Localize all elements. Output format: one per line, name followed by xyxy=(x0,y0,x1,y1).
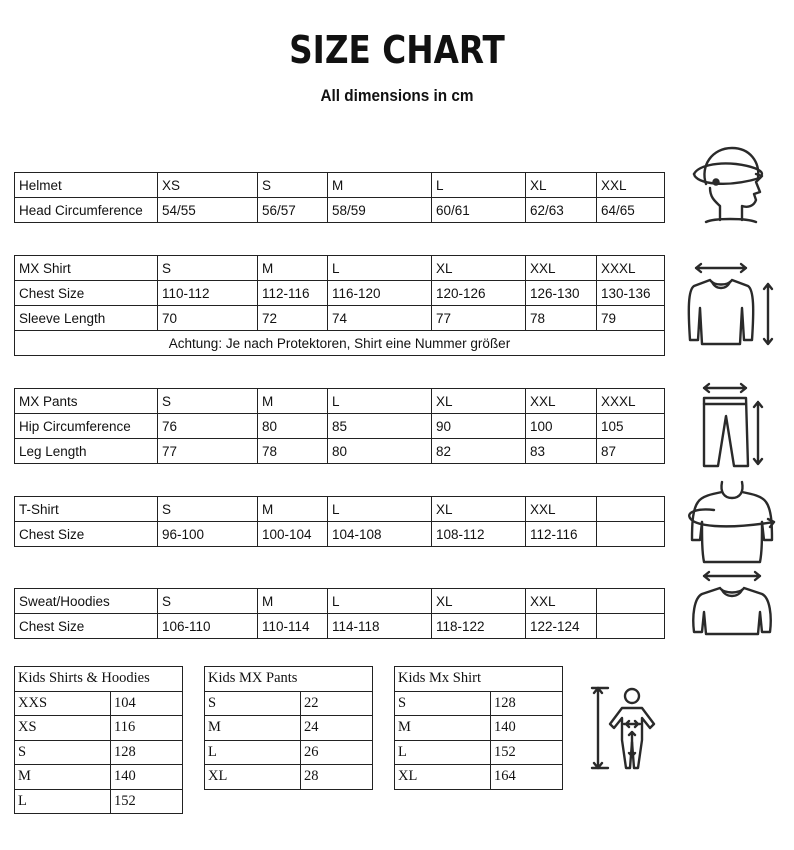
table-row xyxy=(395,667,563,692)
shirt-measure-icon xyxy=(682,260,782,352)
kids-mx-shirt-table xyxy=(394,666,563,790)
page-title: SIZE CHART xyxy=(289,28,505,72)
table-cell: S xyxy=(258,173,328,198)
table-cell: 114-118 xyxy=(328,614,432,639)
kids-shirts-hoodies-body xyxy=(15,691,183,814)
mx-shirt-size-table xyxy=(14,255,665,356)
table-cell: 108-112 xyxy=(432,522,526,547)
row-label-cell: L xyxy=(15,789,111,814)
table-cell: 54/55 xyxy=(158,198,258,223)
row-label-cell: XL xyxy=(205,765,301,790)
kids-mx-pants-table xyxy=(204,666,373,790)
helmet-size-table xyxy=(14,172,665,223)
table-row xyxy=(205,716,373,741)
table-cell: 110-112 xyxy=(158,281,258,306)
table-cell: S xyxy=(158,389,258,414)
table-cell: XL xyxy=(432,497,526,522)
kid-measure-icon xyxy=(588,684,668,774)
table-cell: XL xyxy=(526,173,597,198)
table-cell: XXXL xyxy=(597,389,665,414)
table-cell: 110-114 xyxy=(258,614,328,639)
helmet-head-icon xyxy=(686,136,770,228)
table-row xyxy=(395,740,563,765)
table-cell: L xyxy=(328,256,432,281)
table-row xyxy=(15,173,665,198)
table-cell: S xyxy=(158,256,258,281)
table-cell: XL xyxy=(432,389,526,414)
table-cell: 126-130 xyxy=(526,281,597,306)
table-cell: 105 xyxy=(597,414,665,439)
table-row xyxy=(15,789,183,814)
table-row xyxy=(15,691,183,716)
table-cell: 104-108 xyxy=(328,522,432,547)
table-cell: 80 xyxy=(258,414,328,439)
sweater-measure-icon xyxy=(688,568,778,638)
table-row xyxy=(205,740,373,765)
table-cell: 116-120 xyxy=(328,281,432,306)
table-cell: 152 xyxy=(491,740,563,765)
table-row xyxy=(15,765,183,790)
table-cell: 77 xyxy=(432,306,526,331)
table-row xyxy=(15,331,665,356)
table-cell: S xyxy=(158,497,258,522)
table-row xyxy=(15,198,665,223)
table-cell: 96-100 xyxy=(158,522,258,547)
pants-measure-icon xyxy=(692,380,772,472)
table-cell: 100 xyxy=(526,414,597,439)
row-label-cell: MX Shirt xyxy=(15,256,158,281)
table-row xyxy=(15,389,665,414)
table-row xyxy=(15,589,665,614)
table-cell xyxy=(597,589,665,614)
kids-mx-pants-body xyxy=(205,691,373,789)
table-cell: L xyxy=(432,173,526,198)
table-row xyxy=(15,281,665,306)
table-cell: 76 xyxy=(158,414,258,439)
table-cell: 60/61 xyxy=(432,198,526,223)
table-row xyxy=(15,716,183,741)
row-label-cell: M xyxy=(395,716,491,741)
table-cell: 87 xyxy=(597,439,665,464)
table-cell: 85 xyxy=(328,414,432,439)
mx-shirt-note: Achtung: Je nach Protektoren, Shirt eine Nummer größer xyxy=(15,331,665,356)
table-cell: 128 xyxy=(111,740,183,765)
table-cell: 79 xyxy=(597,306,665,331)
table-cell: L xyxy=(328,389,432,414)
table-row xyxy=(15,614,665,639)
row-label-cell: L xyxy=(395,740,491,765)
t-shirt-table-body xyxy=(15,497,665,547)
table-cell: 118-122 xyxy=(432,614,526,639)
table-cell: L xyxy=(328,589,432,614)
table-row xyxy=(205,765,373,790)
table-cell: 100-104 xyxy=(258,522,328,547)
table-cell: XXL xyxy=(526,389,597,414)
table-cell: XXL xyxy=(597,173,665,198)
table-cell: 112-116 xyxy=(526,522,597,547)
row-label-cell: Sleeve Length xyxy=(15,306,158,331)
table-cell: 80 xyxy=(328,439,432,464)
table-cell: 140 xyxy=(491,716,563,741)
table-cell: 77 xyxy=(158,439,258,464)
row-label-cell: Helmet xyxy=(15,173,158,198)
table-cell: M xyxy=(258,497,328,522)
table-cell xyxy=(597,522,665,547)
table-cell: XXL xyxy=(526,497,597,522)
row-label-cell: S xyxy=(205,691,301,716)
table-cell: 120-126 xyxy=(432,281,526,306)
table-cell: XXL xyxy=(526,589,597,614)
table-row xyxy=(395,765,563,790)
table-row xyxy=(15,522,665,547)
table-cell: 24 xyxy=(301,716,373,741)
row-label-cell: XS xyxy=(15,716,111,741)
helmet-table-body xyxy=(15,173,665,223)
table-cell: 106-110 xyxy=(158,614,258,639)
table-cell: M xyxy=(258,589,328,614)
table-cell: 70 xyxy=(158,306,258,331)
table-cell: S xyxy=(158,589,258,614)
row-label-cell: Chest Size xyxy=(15,614,158,639)
table-cell: M xyxy=(258,256,328,281)
mx-pants-table-body xyxy=(15,389,665,464)
table-cell: 72 xyxy=(258,306,328,331)
table-cell: 78 xyxy=(526,306,597,331)
row-label-cell: Chest Size xyxy=(15,522,158,547)
table-cell: 58/59 xyxy=(328,198,432,223)
row-label-cell: M xyxy=(15,765,111,790)
table-cell: XXL xyxy=(526,256,597,281)
row-label-cell: MX Pants xyxy=(15,389,158,414)
table-cell: 83 xyxy=(526,439,597,464)
kids-mx-pants-header: Kids MX Pants xyxy=(205,667,373,692)
table-cell: XXXL xyxy=(597,256,665,281)
table-row xyxy=(205,667,373,692)
table-row xyxy=(15,497,665,522)
row-label-cell: L xyxy=(205,740,301,765)
table-cell: XL xyxy=(432,256,526,281)
kids-mx-shirt-body xyxy=(395,691,563,789)
table-cell: 74 xyxy=(328,306,432,331)
row-label-cell: M xyxy=(205,716,301,741)
table-cell xyxy=(597,614,665,639)
table-cell: M xyxy=(258,389,328,414)
kids-shirts-hoodies-table xyxy=(14,666,183,814)
table-cell: 22 xyxy=(301,691,373,716)
table-row xyxy=(15,439,665,464)
table-row xyxy=(395,716,563,741)
table-cell: 26 xyxy=(301,740,373,765)
table-cell: 152 xyxy=(111,789,183,814)
table-cell: 62/63 xyxy=(526,198,597,223)
table-cell: L xyxy=(328,497,432,522)
row-label-cell: Head Circumference xyxy=(15,198,158,223)
sweat-hoodies-size-table xyxy=(14,588,665,639)
row-label-cell: S xyxy=(15,740,111,765)
row-label-cell: XXS xyxy=(15,691,111,716)
mx-pants-size-table xyxy=(14,388,665,464)
row-label-cell: Hip Circumference xyxy=(15,414,158,439)
row-label-cell: S xyxy=(395,691,491,716)
row-label-cell: T-Shirt xyxy=(15,497,158,522)
page-subtitle: All dimensions in cm xyxy=(320,86,474,105)
row-label-cell: Sweat/Hoodies xyxy=(15,589,158,614)
t-shirt-size-table xyxy=(14,496,665,547)
table-cell: 122-124 xyxy=(526,614,597,639)
table-cell: 104 xyxy=(111,691,183,716)
table-cell: 82 xyxy=(432,439,526,464)
kids-shirts-hoodies-header: Kids Shirts & Hoodies xyxy=(15,667,183,692)
table-cell: XS xyxy=(158,173,258,198)
table-cell: 128 xyxy=(491,691,563,716)
table-cell: 78 xyxy=(258,439,328,464)
table-row xyxy=(15,306,665,331)
table-row xyxy=(15,414,665,439)
table-cell: M xyxy=(328,173,432,198)
table-cell: XL xyxy=(432,589,526,614)
table-row xyxy=(15,667,183,692)
table-row xyxy=(15,256,665,281)
table-cell: 28 xyxy=(301,765,373,790)
table-cell: 164 xyxy=(491,765,563,790)
table-row xyxy=(15,740,183,765)
table-cell: 90 xyxy=(432,414,526,439)
row-label-cell: Chest Size xyxy=(15,281,158,306)
row-label-cell: XL xyxy=(395,765,491,790)
table-cell: 140 xyxy=(111,765,183,790)
table-cell: 130-136 xyxy=(597,281,665,306)
table-row xyxy=(205,691,373,716)
table-cell: 116 xyxy=(111,716,183,741)
sweat-table-body xyxy=(15,589,665,639)
table-cell: 112-116 xyxy=(258,281,328,306)
chest-measure-icon xyxy=(684,478,780,570)
table-row xyxy=(395,691,563,716)
table-cell: 64/65 xyxy=(597,198,665,223)
kids-mx-shirt-header: Kids Mx Shirt xyxy=(395,667,563,692)
row-label-cell: Leg Length xyxy=(15,439,158,464)
mx-shirt-table-body xyxy=(15,256,665,331)
table-cell xyxy=(597,497,665,522)
table-cell: 56/57 xyxy=(258,198,328,223)
